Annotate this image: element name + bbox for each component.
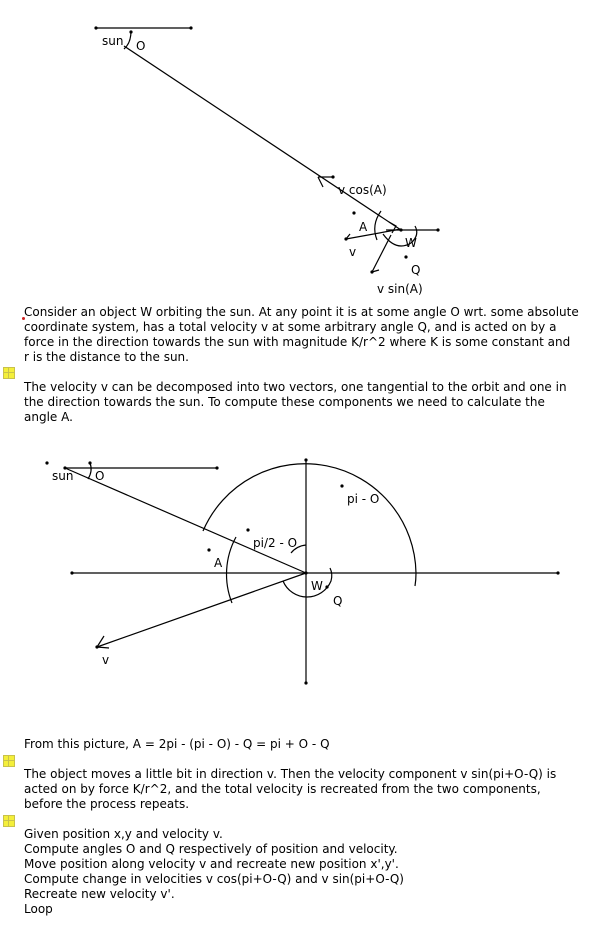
object-w-label: W xyxy=(405,236,417,250)
orbit-diagram-top xyxy=(0,0,597,300)
paragraph-intro xyxy=(24,305,584,365)
text-line: Compute angles O and Q respectively of position and velocity. xyxy=(24,842,398,856)
text-line: Consider an object W orbiting the sun. At any point it is at some angle O wrt. some absolute xyxy=(24,305,579,319)
pi-minus-o-arc xyxy=(203,464,416,586)
angle-a-label: A xyxy=(359,220,368,234)
velocity-label: v xyxy=(102,653,110,667)
text-line: before the process repeats. xyxy=(24,797,190,811)
vsin-label: v sin(A) xyxy=(377,282,423,296)
comment-marker-icon[interactable] xyxy=(3,755,15,767)
angle-o-label: O xyxy=(95,469,105,483)
angle-a-label: A xyxy=(214,556,223,570)
angle-o-label: O xyxy=(136,39,146,53)
velocity-arrow-head-2 xyxy=(97,647,109,648)
vcos-label: v cos(A) xyxy=(338,183,387,197)
angle-diagram xyxy=(0,440,597,730)
object-w-label: W xyxy=(311,579,323,593)
angle-q-label: Q xyxy=(411,263,421,277)
text-line: Recreate new velocity v'. xyxy=(24,887,175,901)
sun-label: sun xyxy=(102,34,124,48)
text-line: Compute change in velocities v cos(pi+O-Q) and v sin(pi+O-Q) xyxy=(24,872,404,886)
pi-minus-o-label: pi - O xyxy=(347,492,380,506)
text-line: the direction towards the sun. To compute these components we need to calculate the xyxy=(24,395,545,409)
text-line: acted on by force K/r^2, and the total velocity is recreated from the two components, xyxy=(24,782,541,796)
text-line: force in the direction towards the sun with magnitude K/r^2 where K is some constant and xyxy=(24,335,571,349)
text-line: The velocity v can be decomposed into two vectors, one tangential to the orbit and one in xyxy=(24,380,567,394)
paragraph-formula xyxy=(24,737,584,752)
text-line: coordinate system, has a total velocity v at some arbitrary angle Q, and is acted on by a xyxy=(24,320,557,334)
paragraph-decompose xyxy=(24,380,584,425)
text-line: Move position along velocity v and recreate new position x',y'. xyxy=(24,857,399,871)
angle-q-label: Q xyxy=(333,594,343,608)
angle-a-arc xyxy=(375,211,381,240)
comment-marker-icon[interactable] xyxy=(3,815,15,827)
sun-to-object-line xyxy=(65,468,306,573)
pi2-minus-o-label: pi/2 - O xyxy=(253,536,298,550)
text-line: From this picture, A = 2pi - (pi - O) - Q = pi + O - Q xyxy=(24,737,330,751)
velocity-label: v xyxy=(349,245,357,259)
text-line: Given position x,y and velocity v. xyxy=(24,827,223,841)
text-line: Loop xyxy=(24,902,53,916)
text-line: The object moves a little bit in direction v. Then the velocity component v sin(pi+O-Q) is xyxy=(24,767,557,781)
sun-to-object-line xyxy=(124,46,401,230)
angle-o-arc xyxy=(88,463,91,479)
text-line: angle A. xyxy=(24,410,73,424)
paragraph-algorithm xyxy=(24,827,584,917)
comment-marker-icon[interactable] xyxy=(3,367,15,379)
sun-label: sun xyxy=(52,469,74,483)
vcos-arrow-head-2 xyxy=(318,177,323,187)
paragraph-motion xyxy=(24,767,584,812)
angle-a-arc xyxy=(227,537,236,603)
velocity-vector xyxy=(97,573,306,647)
text-line: r is the distance to the sun. xyxy=(24,350,189,364)
